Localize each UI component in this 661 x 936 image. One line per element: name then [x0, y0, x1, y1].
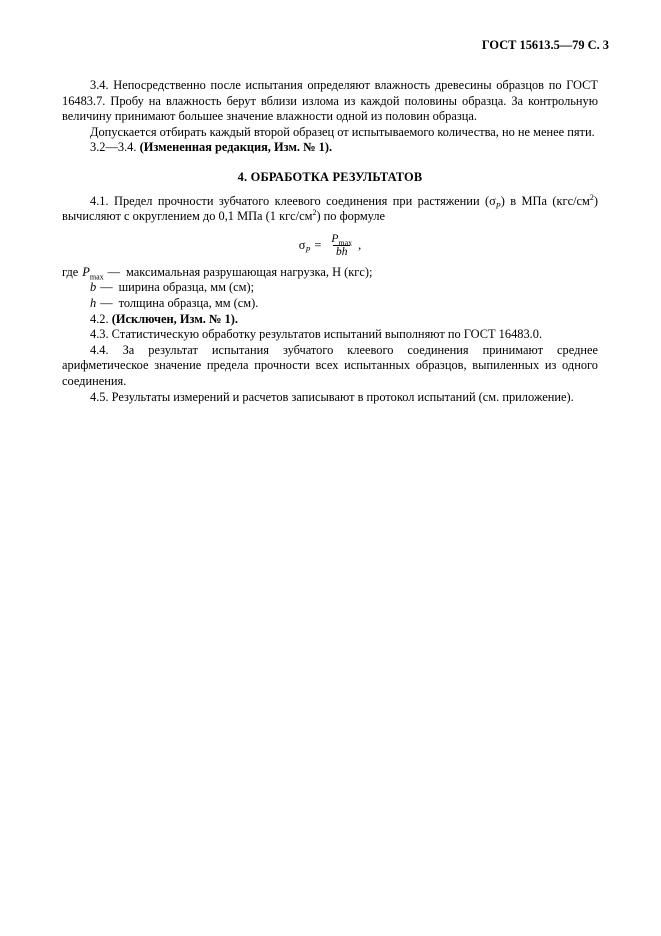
- p41-text-c: ) вычисляют с округлением до 0,1 МПа (1 кгс/см: [62, 193, 599, 224]
- def-spacer: [62, 280, 90, 296]
- def-symbol: $P_{max}$: [82, 264, 104, 282]
- clause-4-2-number: 4.2.: [90, 311, 109, 326]
- paragraph-4-1: [62, 194, 598, 225]
- revision-clause-number: 3.2—3.4.: [90, 140, 137, 155]
- paragraph-4-5: 4.5. Результаты измерений и расчетов записывают в протокол испытаний (см. приложение).: [90, 389, 574, 404]
- paragraph-3-4: 3.4. Непосредственно после испытания определяют влажность древесины образцов по ГОСТ 16483.7. Пробу на влажность берут вблизи излома из каждой половины образца. За контрольную величину принимают большее значение влажности одной из половин образца.: [62, 78, 598, 124]
- formula-equals: =: [314, 237, 322, 252]
- def-dash: —: [100, 280, 113, 295]
- formula-lhs: $\sigma_P$: [298, 237, 311, 255]
- def-symbol: h: [90, 295, 97, 310]
- paragraph-sample-note: Допускается отбирать каждый второй образец от испытываемого количества, но не менее пяти.: [90, 124, 595, 139]
- clause-4-2-note: (Исключен, Изм. № 1).: [111, 311, 238, 326]
- p41-superscript: 2: [589, 192, 594, 202]
- def-spacer: [62, 296, 90, 312]
- document-body: [62, 78, 598, 405]
- def-text: максимальная разрушающая нагрузка, Н (кгс);: [126, 264, 373, 279]
- def-symbol: b: [90, 280, 97, 295]
- p41-text-b: ) в МПа (кгс/см: [500, 193, 590, 208]
- page-header: ГОСТ 15613.5—79 С. 3: [481, 38, 609, 52]
- p41-text-d: ) по формуле: [316, 209, 386, 224]
- where-label: где: [62, 264, 79, 279]
- p41-subscript: P: [495, 201, 501, 211]
- paragraph-4-2: [62, 312, 598, 328]
- def-text: ширина образца, мм (см);: [118, 280, 255, 295]
- def-dash: —: [100, 295, 113, 310]
- definition-row: [62, 265, 598, 281]
- formula-fraction: [328, 233, 355, 258]
- def-dash: —: [107, 264, 121, 279]
- revision-note: (Измененная редакция, Изм. № 1).: [139, 140, 333, 155]
- def-text: толщина образца, мм (см).: [118, 295, 259, 310]
- p41-superscript-2: 2: [312, 208, 317, 218]
- paragraph-4-3: 4.3. Статистическую обработку результатов испытаний выполняют по ГОСТ 16483.0.: [90, 327, 543, 342]
- paragraph-4-4: 4.4. За результат испытания зубчатого клеевого соединения принимают среднее арифметическое значение предела прочности всех испытанных образцов, выпиленных из одного соединения.: [62, 342, 598, 388]
- paragraph-revision-3: [62, 140, 598, 156]
- formula-denominator: bh: [333, 245, 351, 258]
- definition-row: [62, 296, 598, 312]
- formula: [62, 231, 598, 261]
- p41-text-a: 4.1. Предел прочности зубчатого клеевого соединения при растяжении (σ: [90, 193, 496, 208]
- section-4-title: 4. ОБРАБОТКА РЕЗУЛЬТАТОВ: [237, 169, 423, 184]
- definition-row: [62, 280, 598, 296]
- formula-comma: ,: [358, 237, 362, 252]
- formula-numerator: $P_{max}$: [331, 233, 353, 248]
